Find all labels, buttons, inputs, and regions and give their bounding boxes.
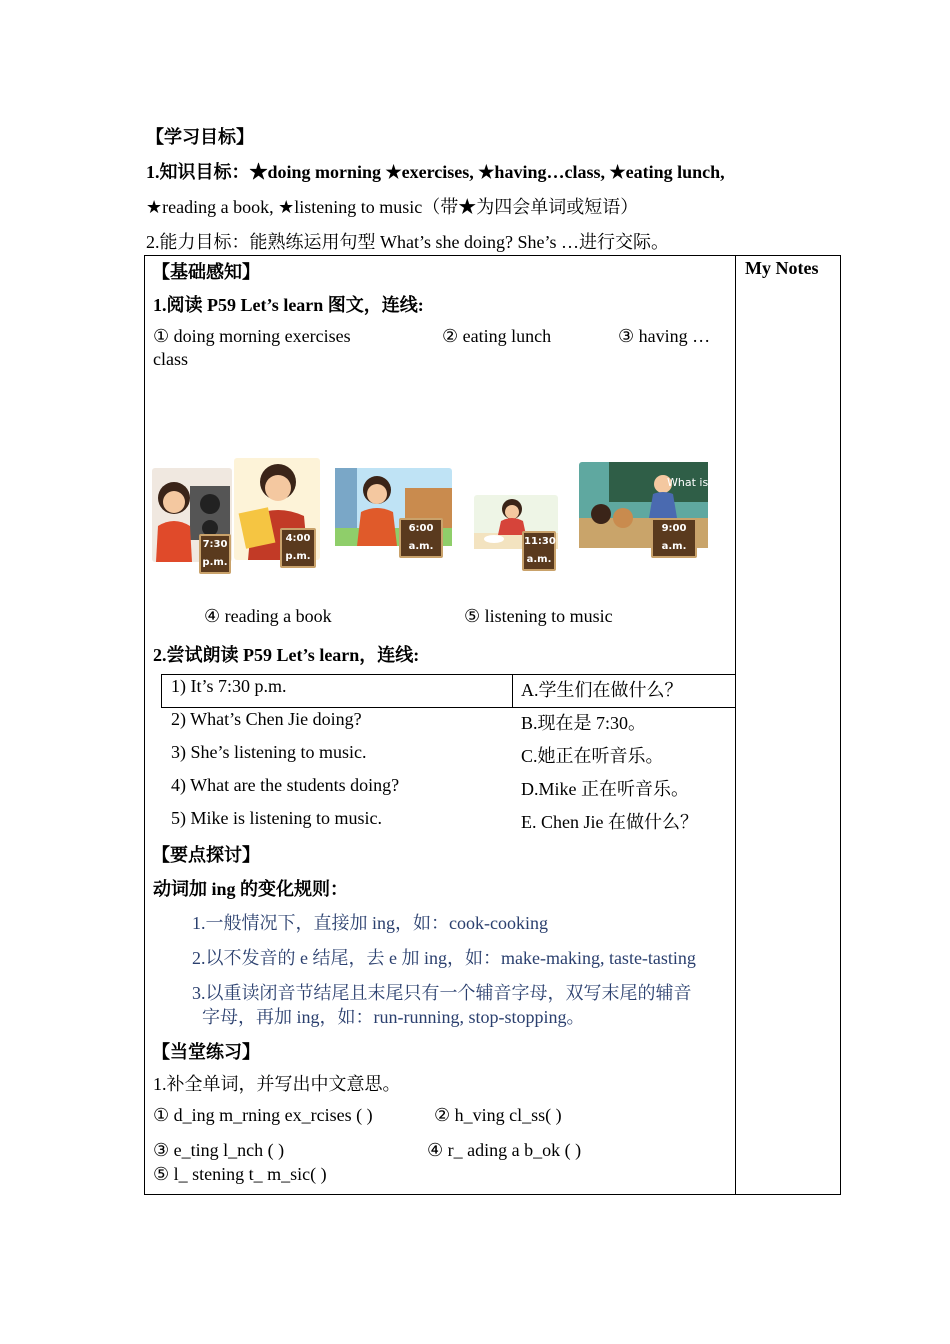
ing-rule-3: 3.以重读闭音节结尾且末尾只有一个辅音字母，双写末尾的辅音 (192, 983, 692, 1003)
reading-book-picture (234, 458, 320, 560)
task1-title: 1.阅读 P59 Let’s learn 图文，连线: (153, 295, 424, 315)
match-left-3: 3) She’s listening to music. (171, 742, 367, 762)
match-left-2: 2) What’s Chen Jie doing? (171, 709, 362, 729)
practice-item-3: ③ e_ting l_nch ( ) (153, 1140, 285, 1160)
match-right-3: C.她正在听音乐。 (521, 746, 664, 766)
clock-4: 11:30 a.m. (522, 531, 556, 571)
basic-heading: 【基础感知】 (152, 262, 260, 282)
match-right-2: B.现在是 7:30。 (521, 713, 647, 733)
knowledge-objective-text: 1.知识目标：★doing morning ★exercises, ★having…class, ★eating lunch, (146, 162, 725, 182)
clock-3: 6:00 a.m. (399, 518, 443, 558)
practice-instruction: 1.补全单词，并写出中文意思。 (153, 1074, 401, 1094)
practice-item-1: ① d_ing m_rning ex_rcises ( ) (153, 1105, 373, 1125)
clock-2: 4:00 p.m. (280, 528, 316, 568)
option-1: ① doing morning exercises (153, 326, 351, 346)
ing-rule-1: 1.一般情况下，直接加 ing，如：cook-cooking (192, 913, 548, 933)
match-right-5: E. Chen Jie 在做什么？ (521, 812, 698, 832)
option-3-cont: class (153, 349, 188, 369)
option-3: ③ having … (618, 326, 711, 346)
clock-1: 7:30 p.m. (199, 534, 231, 574)
match-table-divider (512, 674, 513, 707)
ing-rules-title: 动词加 ing 的变化规则： (153, 879, 349, 899)
match-right-4: D.Mike 正在听音乐。 (521, 779, 689, 799)
clock-5: 9:00 a.m. (651, 518, 697, 558)
option-4: ④ reading a book (204, 606, 332, 626)
keypoints-heading: 【要点探讨】 (152, 845, 260, 865)
having-class-picture (579, 462, 709, 552)
match-right-1: A.学生们在做什么？ (521, 680, 683, 700)
objectives-heading: 【学习目标】 (146, 127, 254, 147)
practice-heading: 【当堂练习】 (152, 1042, 260, 1062)
ing-rule-3-cont: 字母，再加 ing，如：run-running, stop-stopping。 (202, 1007, 585, 1027)
practice-item-2: ② h_ving cl_ss( ) (434, 1105, 562, 1125)
match-left-4: 4) What are the students doing? (171, 775, 400, 795)
option-5: ⑤ listening to music (464, 606, 613, 626)
eating-lunch-picture (474, 495, 558, 565)
knowledge-objective (146, 158, 725, 184)
match-left-1: 1) It’s 7:30 p.m. (171, 676, 287, 696)
practice-item-4: ④ r_ ading a b_ok ( ) (427, 1140, 582, 1160)
practice-item-5: ⑤ l_ stening t_ m_sic( ) (153, 1164, 327, 1184)
ing-rule-2: 2.以不发音的 e 结尾，去 e 加 ing，如：make-making, taste-tasting (192, 948, 696, 968)
listening-music-picture (152, 468, 232, 568)
morning-exercises-picture (335, 468, 452, 552)
match-left-5: 5) Mike is listening to music. (171, 808, 382, 828)
ability-objective: 2.能力目标：能熟练运用句型 What’s she doing? She’s …进行交际。 (146, 232, 669, 252)
option-2: ② eating lunch (442, 326, 552, 346)
notes-divider (735, 255, 736, 1194)
my-notes-header: My Notes (745, 258, 819, 278)
knowledge-objective-cont: ★reading a book, ★listening to music（带★为四会单词或短语） (146, 197, 639, 217)
task2-title: 2.尝试朗读 P59 Let’s learn，连线: (153, 645, 420, 665)
blackboard-text: What is (667, 476, 709, 489)
